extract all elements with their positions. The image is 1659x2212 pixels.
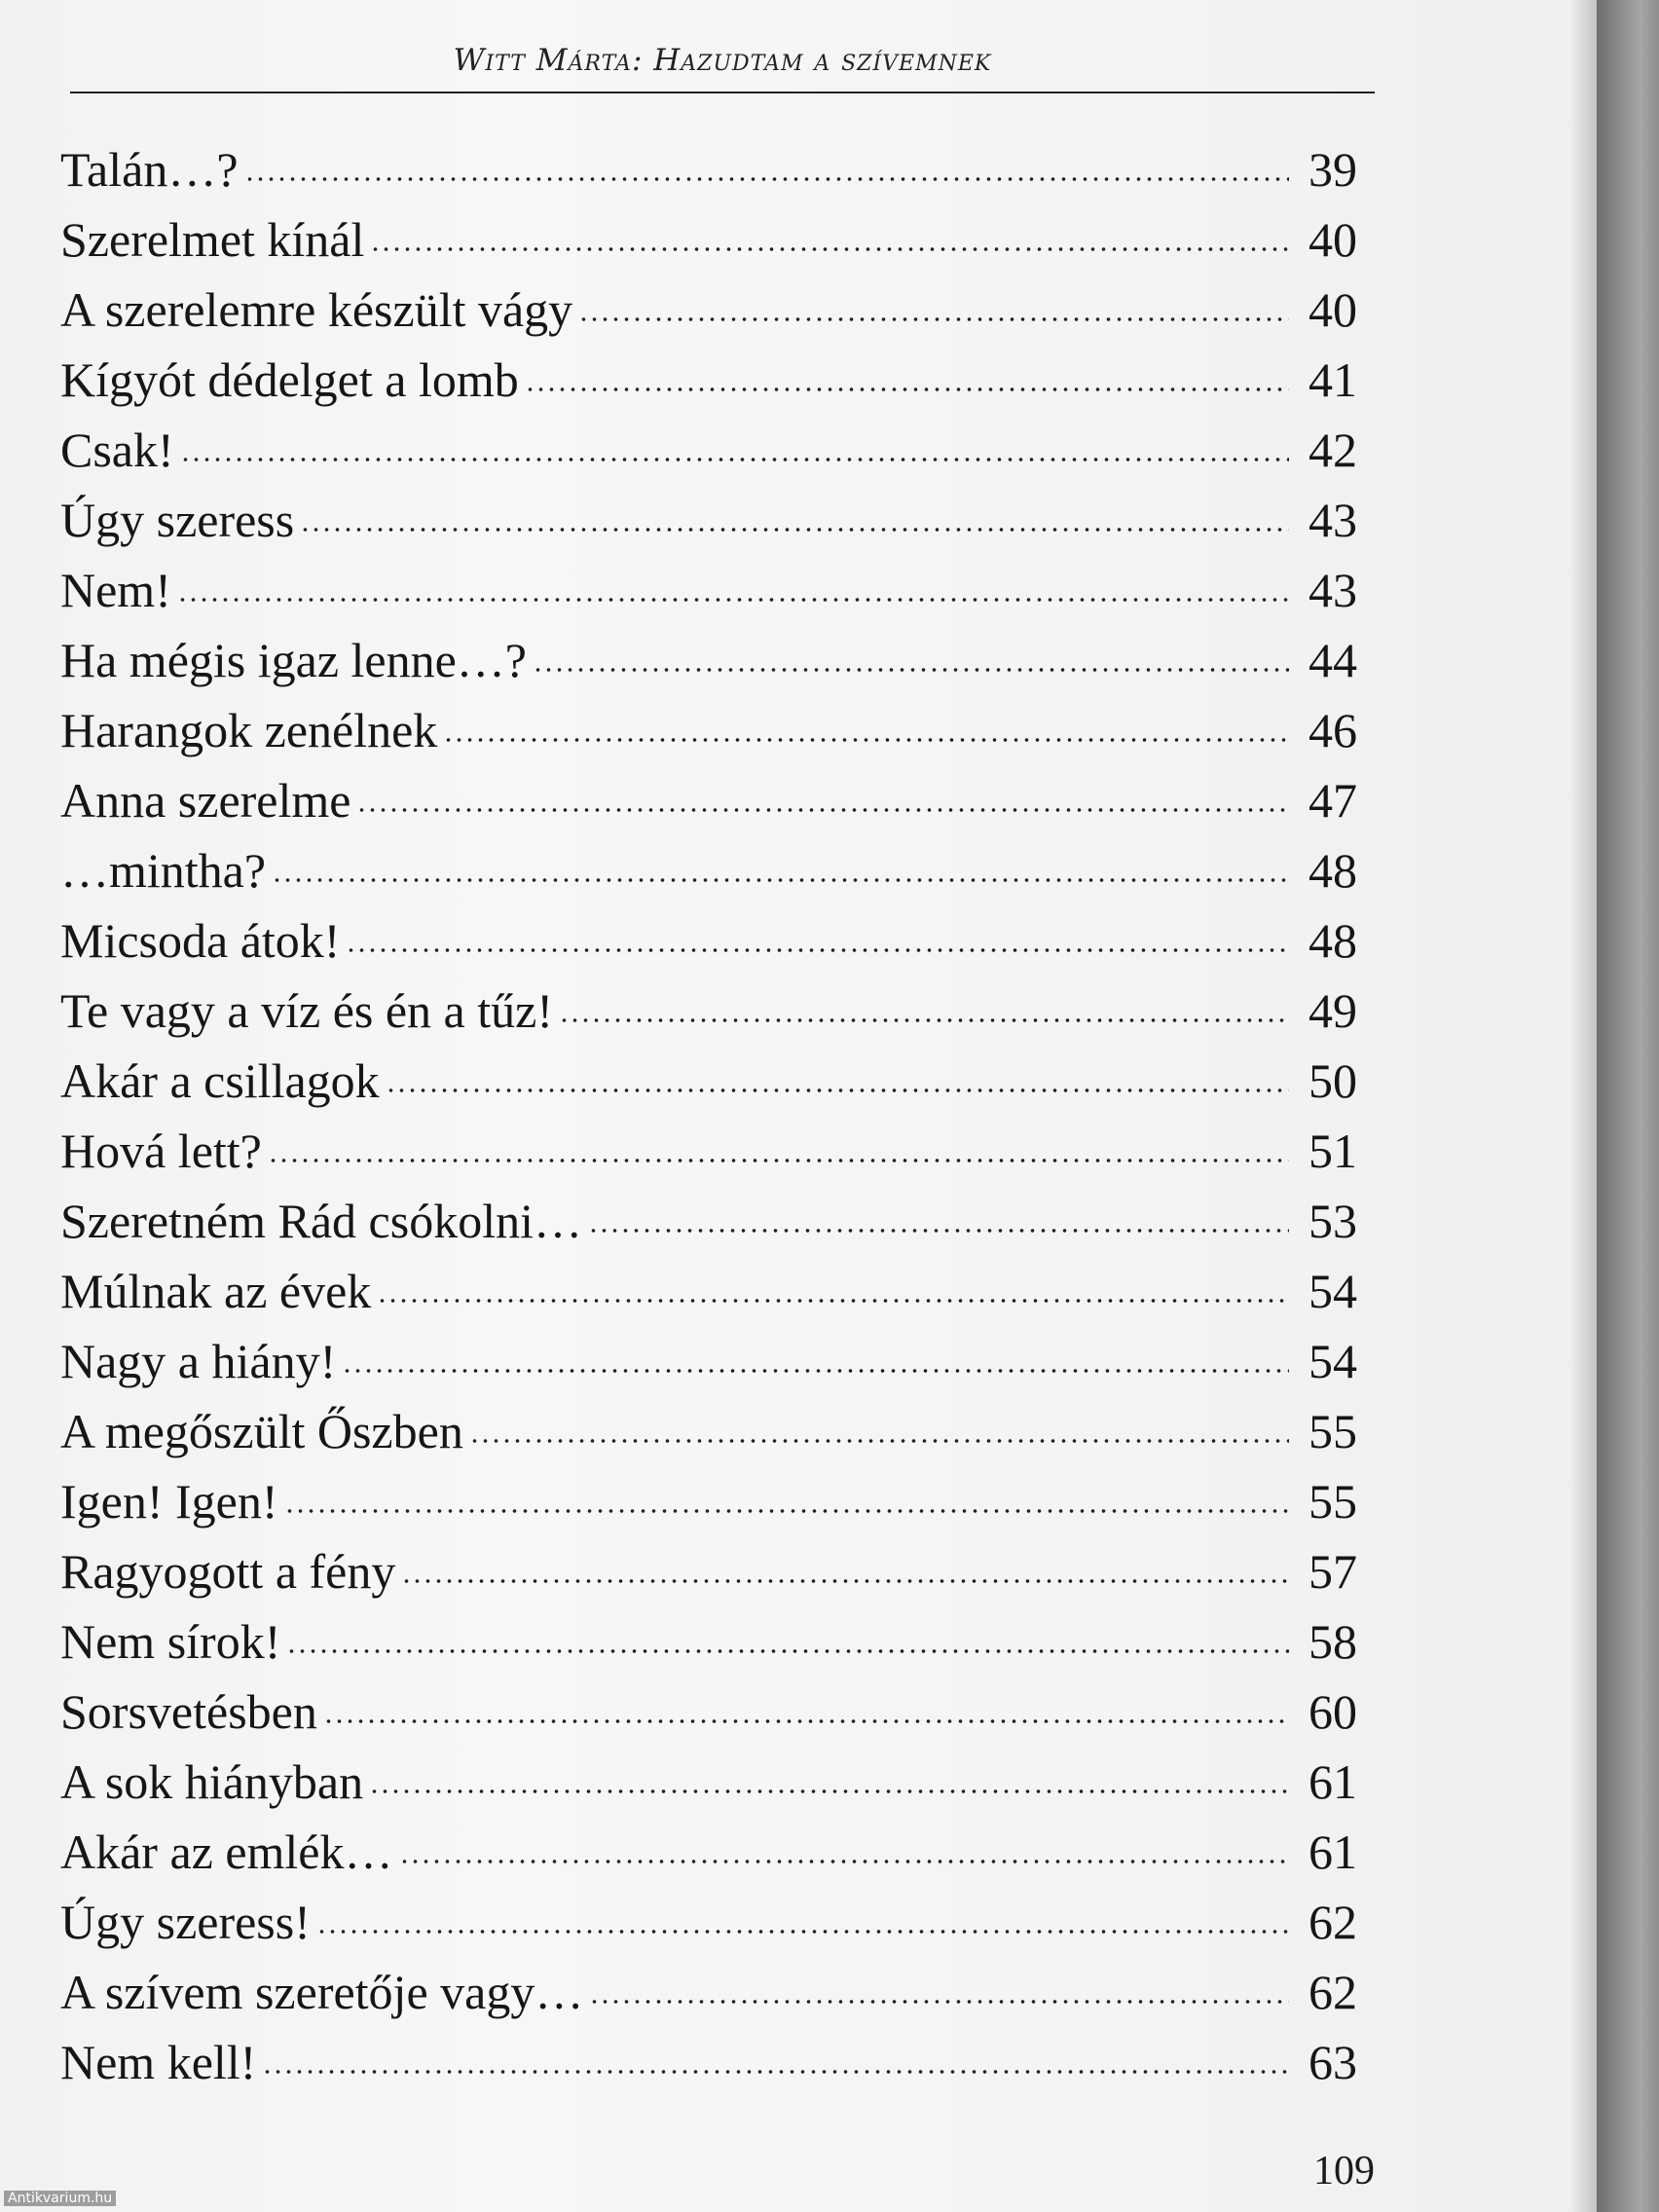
toc-entry (60, 1046, 1357, 1116)
dot-leader (469, 1436, 1289, 1446)
dot-leader (401, 1576, 1289, 1586)
toc-entry-title: Nem! (60, 563, 171, 617)
toc-entry-title: Te vagy a víz és én a tűz! (60, 983, 553, 1038)
adjacent-page-edge (1597, 0, 1659, 2212)
toc-entry-page: 46 (1309, 703, 1357, 757)
toc-entry (60, 1186, 1357, 1256)
toc-entry-page: 54 (1309, 1334, 1357, 1388)
toc-entry (60, 1466, 1357, 1536)
toc-entry-title: A szívem szeretője vagy… (60, 1965, 584, 2019)
toc-entry (60, 415, 1357, 485)
toc-entry (60, 1817, 1357, 1887)
toc-entry-title: Ha mégis igaz lenne…? (60, 633, 527, 687)
toc-entry-title: Úgy szeress! (60, 1895, 311, 1949)
toc-entry-title: Nem kell! (60, 2035, 257, 2089)
dot-leader (268, 1156, 1289, 1165)
toc-entry-page: 40 (1309, 212, 1357, 267)
toc-entry (60, 765, 1357, 835)
toc-entry-title: …mintha? (60, 843, 267, 898)
toc-entry-title: Akár a csillagok (60, 1053, 380, 1108)
toc-entry-title: Igen! Igen! (60, 1474, 278, 1529)
running-head: Witt Márta: Hazudtam a szívemnek (453, 43, 992, 78)
toc-entry-title: Ragyogott a fény (60, 1544, 396, 1599)
toc-entry-page: 40 (1309, 282, 1357, 337)
dot-leader (323, 1716, 1289, 1726)
dot-leader (356, 805, 1289, 815)
toc-entry (60, 1536, 1357, 1606)
toc-entry-page: 50 (1309, 1053, 1357, 1108)
dot-leader (386, 1086, 1289, 1095)
dot-leader (559, 1015, 1289, 1025)
dot-leader (180, 455, 1289, 464)
dot-leader (377, 1296, 1289, 1306)
toc-entry-page: 41 (1309, 352, 1357, 407)
dot-leader (177, 595, 1289, 605)
toc-entry (60, 835, 1357, 905)
dot-leader (244, 174, 1289, 184)
toc-entry (60, 204, 1357, 275)
toc-entry (60, 134, 1357, 204)
toc-entry-page: 62 (1309, 1895, 1357, 1949)
dot-leader (369, 1787, 1289, 1796)
toc-entry-title: Szeretném Rád csókolni… (60, 1194, 582, 1248)
toc-entry (60, 1747, 1357, 1817)
toc-entry (60, 1606, 1357, 1677)
toc-entry-title: Hová lett? (60, 1124, 262, 1178)
dot-leader (443, 735, 1289, 745)
dot-leader (284, 1506, 1290, 1516)
toc-entry (60, 345, 1357, 415)
toc-entry-page: 47 (1309, 773, 1357, 828)
toc-entry-title: Szerelmet kínál (60, 212, 365, 267)
dot-leader (300, 525, 1289, 535)
toc-entry (60, 1396, 1357, 1466)
toc-entry-page: 51 (1309, 1124, 1357, 1178)
toc-entry-title: A megőszült Őszben (60, 1404, 463, 1458)
toc-entry-title: Nem sírok! (60, 1614, 281, 1669)
toc-entry (60, 2027, 1357, 2097)
dot-leader (588, 1226, 1289, 1235)
toc-entry-title: A szerelemre készült vágy (60, 282, 573, 337)
toc-entry-page: 48 (1309, 913, 1357, 968)
toc-entry-page: 53 (1309, 1194, 1357, 1248)
dot-leader (578, 314, 1289, 324)
toc-entry-page: 55 (1309, 1474, 1357, 1529)
toc-entry-page: 43 (1309, 493, 1357, 547)
toc-entry (60, 485, 1357, 555)
toc-entry-page: 62 (1309, 1965, 1357, 2019)
dot-leader (399, 1857, 1289, 1866)
toc-entry (60, 1887, 1357, 1957)
toc-entry (60, 1326, 1357, 1396)
toc-entry-title: Akár az emlék… (60, 1825, 393, 1879)
watermark: Antikvarium.hu (4, 2191, 116, 2206)
toc-entry-title: Harangok zenélnek (60, 703, 438, 757)
toc-entry-title: Talán…? (60, 142, 239, 197)
toc-entry (60, 275, 1357, 345)
page-number: 109 (1313, 2149, 1375, 2194)
spine-shadow (1569, 0, 1597, 2212)
toc-entry-page: 49 (1309, 983, 1357, 1038)
toc-entry-page: 42 (1309, 423, 1357, 477)
dot-leader (262, 2067, 1289, 2077)
dot-leader (589, 1997, 1289, 2007)
dot-leader (346, 945, 1289, 955)
toc-entry-page: 61 (1309, 1825, 1357, 1879)
toc-entry-title: Úgy szeress (60, 493, 295, 547)
toc-entry-title: Micsoda átok! (60, 913, 341, 968)
toc-entry-page: 48 (1309, 843, 1357, 898)
dot-leader (342, 1366, 1289, 1376)
toc-entry-page: 43 (1309, 563, 1357, 617)
toc-entry (60, 1957, 1357, 2027)
dot-leader (286, 1646, 1289, 1656)
toc-entry-page: 39 (1309, 142, 1357, 197)
toc-entry-title: Nagy a hiány! (60, 1334, 337, 1388)
toc-entry-page: 61 (1309, 1754, 1357, 1809)
dot-leader (316, 1927, 1289, 1936)
toc-entry (60, 1677, 1357, 1747)
toc-entry-title: A sok hiányban (60, 1754, 364, 1809)
table-of-contents (60, 134, 1357, 2097)
dot-leader (370, 244, 1289, 254)
toc-entry-page: 55 (1309, 1404, 1357, 1458)
dot-leader (525, 385, 1289, 394)
toc-entry-title: Sorsvetésben (60, 1684, 317, 1739)
toc-entry-page: 60 (1309, 1684, 1357, 1739)
toc-entry-title: Csak! (60, 423, 174, 477)
toc-entry-page: 54 (1309, 1264, 1357, 1318)
toc-entry-page: 57 (1309, 1544, 1357, 1599)
toc-entry-title: Anna szerelme (60, 773, 351, 828)
toc-entry (60, 695, 1357, 765)
toc-entry (60, 905, 1357, 976)
toc-entry-page: 44 (1309, 633, 1357, 687)
toc-entry (60, 555, 1357, 625)
toc-entry-page: 58 (1309, 1614, 1357, 1669)
toc-entry-title: Kígyót dédelget a lomb (60, 352, 519, 407)
toc-entry (60, 625, 1357, 695)
toc-entry-page: 63 (1309, 2035, 1357, 2089)
toc-entry (60, 976, 1357, 1046)
dot-leader (272, 875, 1289, 885)
toc-entry (60, 1116, 1357, 1186)
toc-entry (60, 1256, 1357, 1326)
dot-leader (533, 665, 1289, 675)
header-rule (70, 92, 1375, 93)
toc-entry-title: Múlnak az évek (60, 1264, 372, 1318)
